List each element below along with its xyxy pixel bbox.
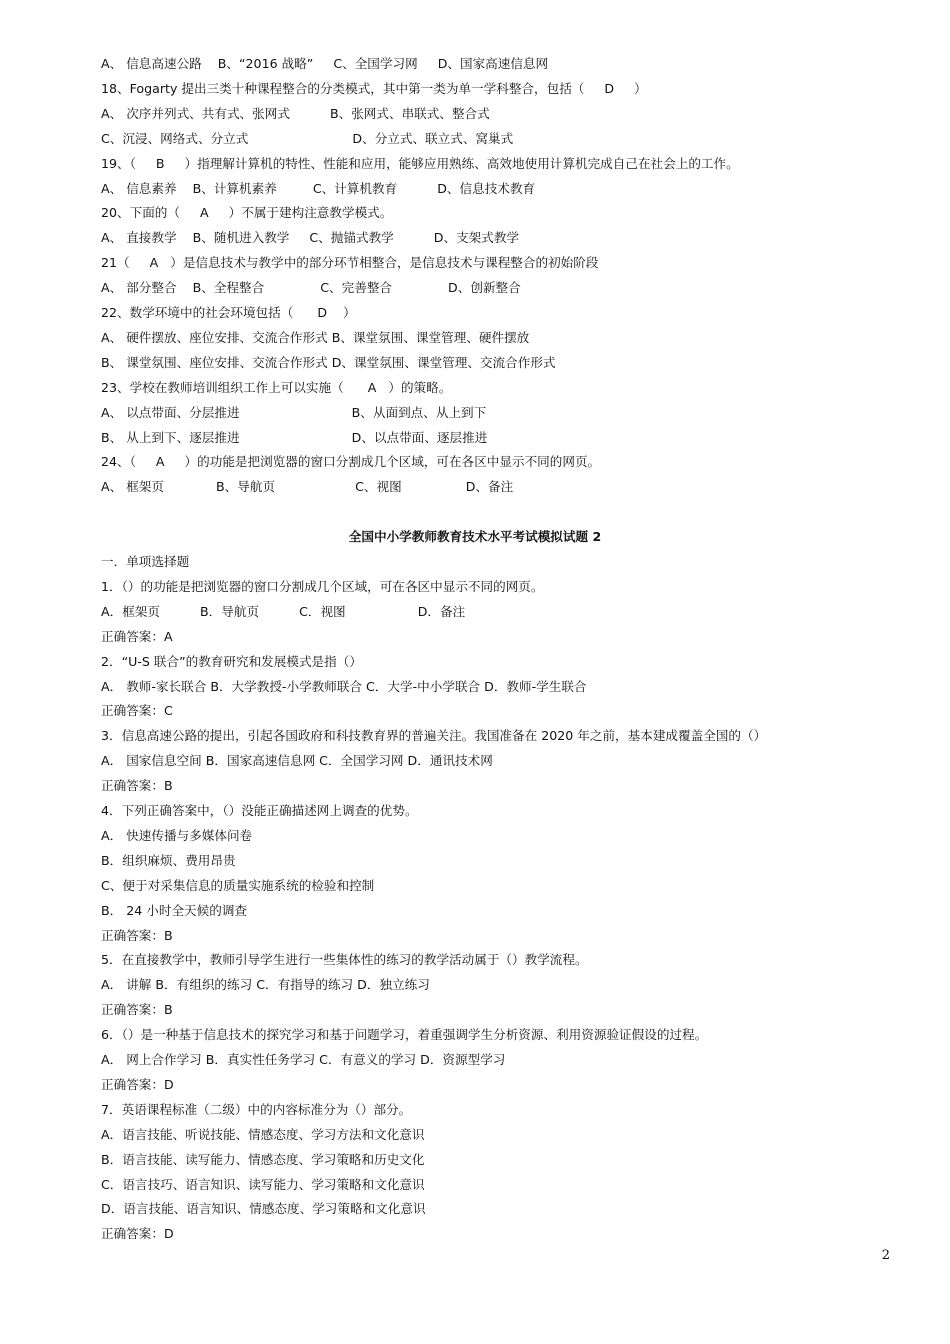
text-line: 23、学校在教师培训组织工作上可以实施（ A ）的策略。 [101, 379, 452, 395]
text-line: A、 硬件摆放、座位安排、交流合作形式 B、课堂氛围、课堂管理、硬件摆放 [101, 329, 530, 345]
text-line: A． 国家信息空间 B．国家高速信息网 C．全国学习网 D．通讯技术网 [101, 753, 493, 769]
text-line: 5．在直接教学中，教师引导学生进行一些集体性的练习的教学活动属于（）教学流程。 [101, 952, 588, 968]
section-title: 全国中小学教师教育技术水平考试模拟试题 2 [348, 529, 602, 544]
text-line: 正确答案：D [101, 1226, 174, 1242]
text-line: A． 讲解 B．有组织的练习 C．有指导的练习 D．独立练习 [101, 977, 430, 993]
text-line: 24、（ A ）的功能是把浏览器的窗口分割成几个区域，可在各区中显示不同的网页。 [101, 454, 601, 470]
text-line: 22、数学环境中的社会环境包括（ D ） [101, 305, 356, 320]
text-line: A、 以点带面、分层推进 B、从面到点、从上到下 [101, 404, 487, 420]
text-line: 正确答案：B [101, 927, 173, 943]
text-line: A、 部分整合 B、全程整合 C、完善整合 D、创新整合 [101, 280, 521, 296]
text-line: A． 网上合作学习 B．真实性任务学习 C．有意义的学习 D．资源型学习 [101, 1052, 506, 1067]
text-line: A． 教师-家长联合 B．大学教授-小学教师联合 C．大学-中小学联合 D．教师-学生联合 [101, 678, 587, 694]
text-line: 4．下列正确答案中，（）没能正确描述网上调查的优势。 [101, 803, 418, 818]
text-line: B． 24 小时全天候的调查 [101, 902, 248, 918]
text-line: B．组织麻烦、费用昂贵 [101, 852, 236, 868]
text-line: 7．英语课程标准（二级）中的内容标准分为（）部分。 [101, 1101, 412, 1117]
page-number: 2 [881, 1248, 890, 1263]
text-line: A、 次序并列式、共有式、张网式 B、张网式、串联式、整合式 [101, 105, 490, 121]
text-line: A、 信息高速公路 B、“2016 战略” C、全国学习网 D、国家高速信息网 [101, 56, 549, 71]
text-line: C．语言技巧、语言知识、读写能力、学习策略和文化意识 [101, 1176, 425, 1192]
text-line: A．框架页 B．导航页 C．视图 D．备注 [101, 603, 466, 619]
text-line: A、 框架页 B、导航页 C、视图 D、备注 [101, 479, 514, 495]
text-line: C、便于对采集信息的质量实施系统的检验和控制 [101, 877, 375, 893]
text-line: 1．（）的功能是把浏览器的窗口分割成几个区域，可在各区中显示不同的网页。 [101, 578, 544, 594]
text-line: A、 直接教学 B、随机进入教学 C、抛锚式教学 D、支架式教学 [101, 230, 520, 246]
text-line: A． 快速传播与多媒体问卷 [101, 827, 253, 843]
text-line: 正确答案：B [101, 1002, 173, 1018]
text-line: A、 信息素养 B、计算机素养 C、计算机教育 D、信息技术教育 [101, 180, 536, 196]
text-line: 6．（）是一种基于信息技术的探究学习和基于问题学习，着重强调学生分析资源、利用资源验证假设的过程。 [101, 1027, 708, 1043]
text-line: A．语言技能、听说技能、情感态度、学习方法和文化意识 [101, 1126, 425, 1142]
text-line: 18、Fogarty 提出三类十种课程整合的分类模式，其中第一类为单一学科整合，包括（ D ） [101, 80, 647, 96]
text-line: 2．“U-S 联合”的教育研究和发展模式是指（） [101, 653, 362, 669]
text-line: 20、下面的（ A ）不属于建构注意教学模式。 [101, 205, 393, 221]
text-line: 一．单项选择题 [101, 554, 190, 569]
text-line: D．语言技能、语言知识、情感态度、学习策略和文化意识 [101, 1201, 426, 1217]
text-line: 19、（ B ）指理解计算机的特性、性能和应用，能够应用熟练、高效地使用计算机完成自己在社会上的工作。 [101, 155, 739, 171]
text-line: 正确答案：C [101, 703, 173, 719]
text-line: 3．信息高速公路的提出，引起各国政府和科技教育界的普遍关注。我国准备在 2020 年之前，基本建成覆盖全国的（） [101, 728, 767, 744]
text-line: B、 从上到下、逐层推进 D、以点带面、逐层推进 [101, 429, 488, 445]
text-line: C、沉浸、网络式、分立式 D、分立式、联立式、窝巢式 [101, 130, 514, 146]
text-line: 正确答案：D [101, 1076, 174, 1092]
text-line: 21（ A ）是信息技术与教学中的部分环节相整合，是信息技术与课程整合的初始阶段 [101, 255, 599, 271]
text-line: B．语言技能、读写能力、情感态度、学习策略和历史文化 [101, 1151, 425, 1167]
text-line: 正确答案：B [101, 778, 173, 794]
text-line: 正确答案：A [101, 628, 173, 644]
text-line: B、 课堂氛围、座位安排、交流合作形式 D、课堂氛围、课堂管理、交流合作形式 [101, 354, 556, 370]
